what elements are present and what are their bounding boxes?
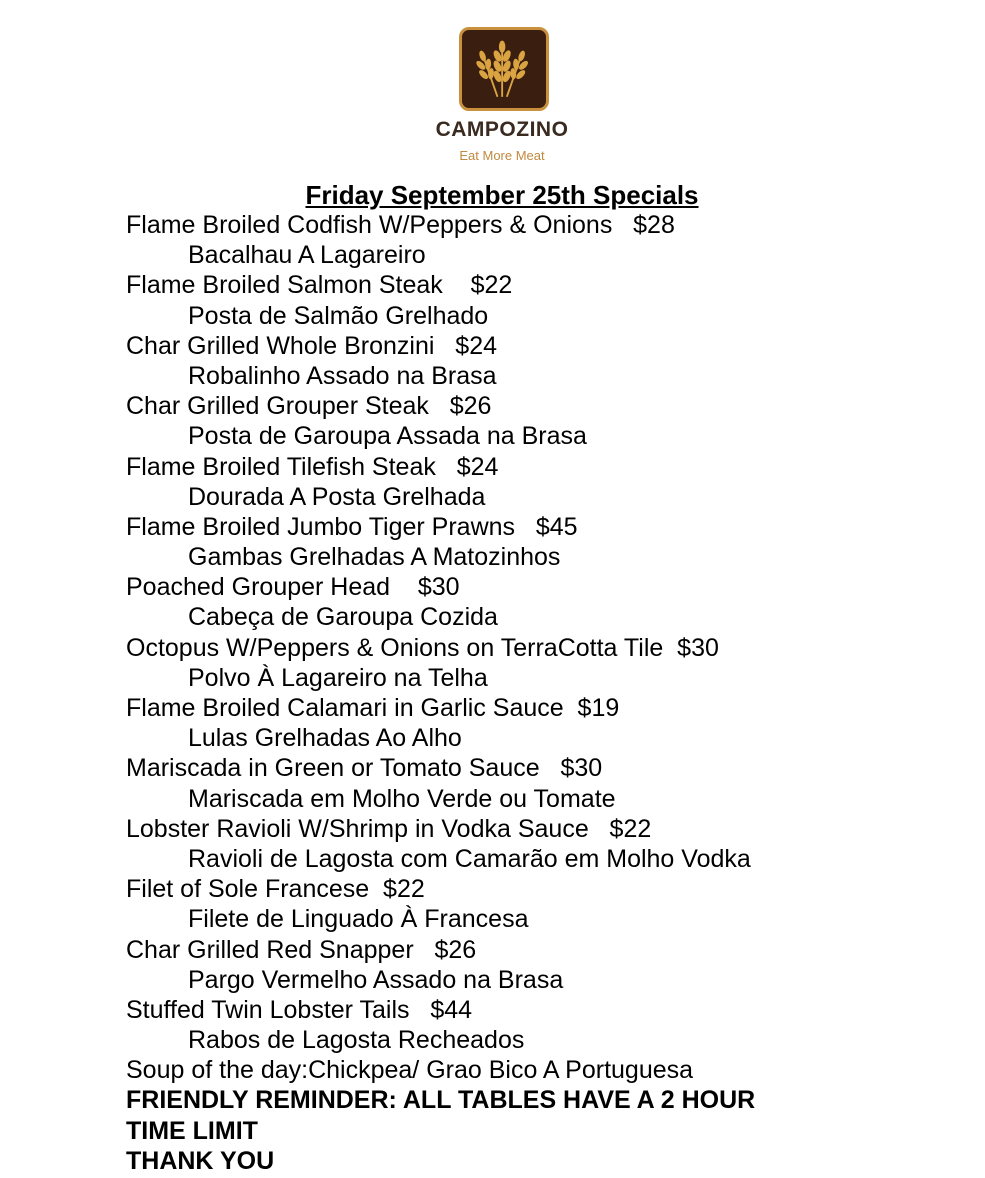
menu-item-name: Flame Broiled Jumbo Tiger Prawns $45 (126, 512, 578, 541)
reminder-line-1: FRIENDLY REMINDER: ALL TABLES HAVE A 2 HOUR (126, 1086, 756, 1115)
menu-item-name: Flame Broiled Codfish W/Peppers & Onions $28 (126, 211, 675, 239)
menu-item-translation: Posta de Salmão Grelhado (188, 301, 489, 330)
menu-item-translation: Ravioli de Lagosta com Camarão em Molho Vodka (188, 844, 751, 873)
menu-item-name: Octopus W/Peppers & Onions on TerraCotta Tile $30 (126, 633, 719, 662)
menu-item-name: Flame Broiled Salmon Steak $22 (126, 271, 513, 300)
menu-item-name: Char Grilled Whole Bronzini $24 (126, 331, 497, 360)
menu-item-name: Char Grilled Grouper Steak $26 (126, 392, 492, 421)
menu-item-name: Filet of Sole Francese $22 (126, 875, 425, 904)
menu-item-name: Mariscada in Green or Tomato Sauce $30 (126, 754, 603, 783)
thank-you: THANK YOU (126, 1146, 275, 1175)
menu-item-name: Poached Grouper Head $30 (126, 573, 460, 602)
menu-item-translation: Rabos de Lagosta Recheados (188, 1026, 525, 1055)
menu-item-translation: Robalinho Assado na Brasa (188, 361, 497, 390)
menu-title: Friday September 25th Specials (305, 180, 699, 210)
menu-item-translation: Cabeça de Garoupa Cozida (188, 603, 498, 632)
menu-item-translation: Filete de Linguado À Francesa (188, 905, 529, 934)
menu-item-name: Char Grilled Red Snapper $26 (126, 935, 477, 964)
brand-tagline: Eat More Meat (459, 148, 545, 163)
menu-item-name: Flame Broiled Calamari in Garlic Sauce $19 (126, 694, 620, 722)
menu-item-translation: Bacalhau A Lagareiro (188, 241, 426, 270)
menu-item-name: Flame Broiled Tilefish Steak $24 (126, 452, 499, 481)
menu-item-translation: Posta de Garoupa Assada na Brasa (188, 422, 587, 451)
brand-logo (459, 27, 549, 111)
menu-item-translation: Polvo À Lagareiro na Telha (188, 663, 488, 692)
reminder-line-2: TIME LIMIT (126, 1116, 258, 1145)
menu-item-translation: Pargo Vermelho Assado na Brasa (188, 965, 564, 994)
menu-item-translation: Lulas Grelhadas Ao Alho (188, 724, 462, 753)
menu-item-translation: Dourada A Posta Grelhada (188, 482, 486, 511)
menu-item-name: Stuffed Twin Lobster Tails $44 (126, 995, 473, 1024)
menu-item-translation: Gambas Grelhadas A Matozinhos (188, 543, 561, 572)
brand-name: CAMPOZINO (435, 118, 569, 141)
menu-item-translation: Mariscada em Molho Verde ou Tomate (188, 784, 616, 813)
specials-list (126, 210, 976, 1176)
wheat-icon (462, 30, 546, 108)
menu-item-name: Lobster Ravioli W/Shrimp in Vodka Sauce $22 (126, 814, 652, 843)
soup-of-the-day: Soup of the day:Chickpea/ Grao Bico A Portuguesa (126, 1056, 694, 1085)
